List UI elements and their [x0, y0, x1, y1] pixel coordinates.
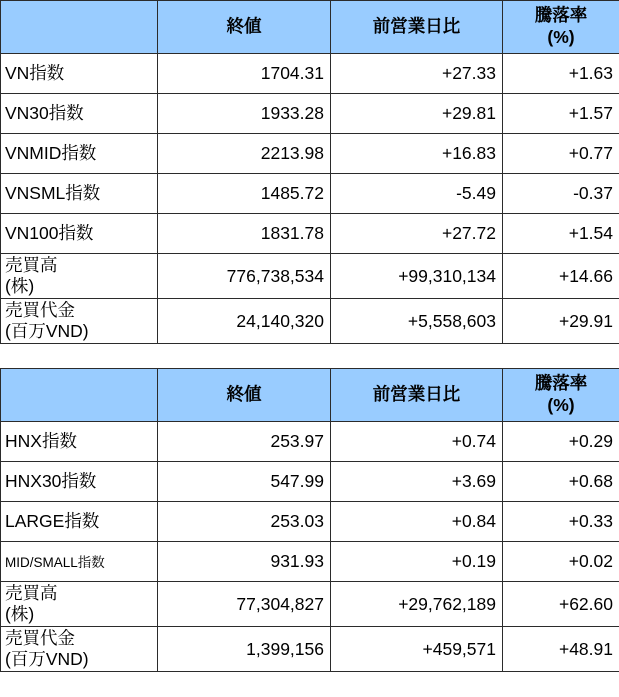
pct-change-cell: -0.37	[503, 174, 619, 214]
header-pct-line2: (%)	[547, 395, 575, 415]
header-close: 終値	[158, 369, 331, 422]
hnx-market-table	[0, 368, 619, 672]
row-label: 売買代金 (百万VND)	[1, 299, 158, 344]
row-label: VN指数	[1, 54, 158, 94]
table-row	[1, 254, 619, 299]
header-change: 前営業日比	[331, 1, 503, 54]
pct-change-cell: +0.77	[503, 134, 619, 174]
row-label: 売買代金 (百万VND)	[1, 627, 158, 672]
change-cell: +29.81	[331, 94, 503, 134]
close-price-cell: 77,304,827	[158, 582, 331, 627]
change-cell: +3.69	[331, 462, 503, 502]
table-row	[1, 502, 619, 542]
header-pct	[503, 1, 619, 54]
row-label: HNX30指数	[1, 462, 158, 502]
header-close: 終値	[158, 1, 331, 54]
header-pct	[503, 369, 619, 422]
pct-change-cell: +1.54	[503, 214, 619, 254]
row-label: VNSML指数	[1, 174, 158, 214]
pct-change-cell: +14.66	[503, 254, 619, 299]
row-label: 売買高 (株)	[1, 582, 158, 627]
table-row	[1, 174, 619, 214]
table-row	[1, 214, 619, 254]
table-row	[1, 299, 619, 344]
header-row	[1, 369, 619, 422]
close-price-cell: 2213.98	[158, 134, 331, 174]
table-row	[1, 134, 619, 174]
change-cell: +27.72	[331, 214, 503, 254]
close-price-cell: 1933.28	[158, 94, 331, 134]
change-cell: +27.33	[331, 54, 503, 94]
row-label: MID/SMALL指数	[1, 542, 158, 582]
header-pct-line2: (%)	[547, 27, 575, 47]
close-price-cell: 24,140,320	[158, 299, 331, 344]
pct-change-cell: +0.29	[503, 422, 619, 462]
header-row	[1, 1, 619, 54]
change-cell: +459,571	[331, 627, 503, 672]
close-price-cell: 931.93	[158, 542, 331, 582]
change-cell: +0.74	[331, 422, 503, 462]
close-price-cell: 776,738,534	[158, 254, 331, 299]
row-label: LARGE指数	[1, 502, 158, 542]
pct-change-cell: +1.57	[503, 94, 619, 134]
close-price-cell: 253.03	[158, 502, 331, 542]
change-cell: +0.84	[331, 502, 503, 542]
header-pct-line1: 騰落率	[534, 373, 588, 394]
close-price-cell: 253.97	[158, 422, 331, 462]
header-blank-cell	[1, 369, 158, 422]
change-cell: +16.83	[331, 134, 503, 174]
header-pct-line1: 騰落率	[534, 5, 588, 26]
close-price-cell: 1,399,156	[158, 627, 331, 672]
change-cell: +29,762,189	[331, 582, 503, 627]
change-cell: +5,558,603	[331, 299, 503, 344]
table-row	[1, 422, 619, 462]
table-row	[1, 582, 619, 627]
table-row	[1, 94, 619, 134]
close-price-cell: 1485.72	[158, 174, 331, 214]
row-label: 売買高 (株)	[1, 254, 158, 299]
change-cell: -5.49	[331, 174, 503, 214]
row-label: VN30指数	[1, 94, 158, 134]
table-row	[1, 54, 619, 94]
header-change: 前営業日比	[331, 369, 503, 422]
pct-change-cell: +48.91	[503, 627, 619, 672]
close-price-cell: 1704.31	[158, 54, 331, 94]
pct-change-cell: +0.68	[503, 462, 619, 502]
row-label: VN100指数	[1, 214, 158, 254]
close-price-cell: 547.99	[158, 462, 331, 502]
header-blank-cell	[1, 1, 158, 54]
table-row	[1, 462, 619, 502]
pct-change-cell: +0.33	[503, 502, 619, 542]
row-label: HNX指数	[1, 422, 158, 462]
pct-change-cell: +0.02	[503, 542, 619, 582]
vn-market-table	[0, 0, 619, 344]
change-cell: +99,310,134	[331, 254, 503, 299]
row-label: VNMID指数	[1, 134, 158, 174]
close-price-cell: 1831.78	[158, 214, 331, 254]
change-cell: +0.19	[331, 542, 503, 582]
pct-change-cell: +62.60	[503, 582, 619, 627]
table-row	[1, 627, 619, 672]
pct-change-cell: +1.63	[503, 54, 619, 94]
pct-change-cell: +29.91	[503, 299, 619, 344]
table-row	[1, 542, 619, 582]
